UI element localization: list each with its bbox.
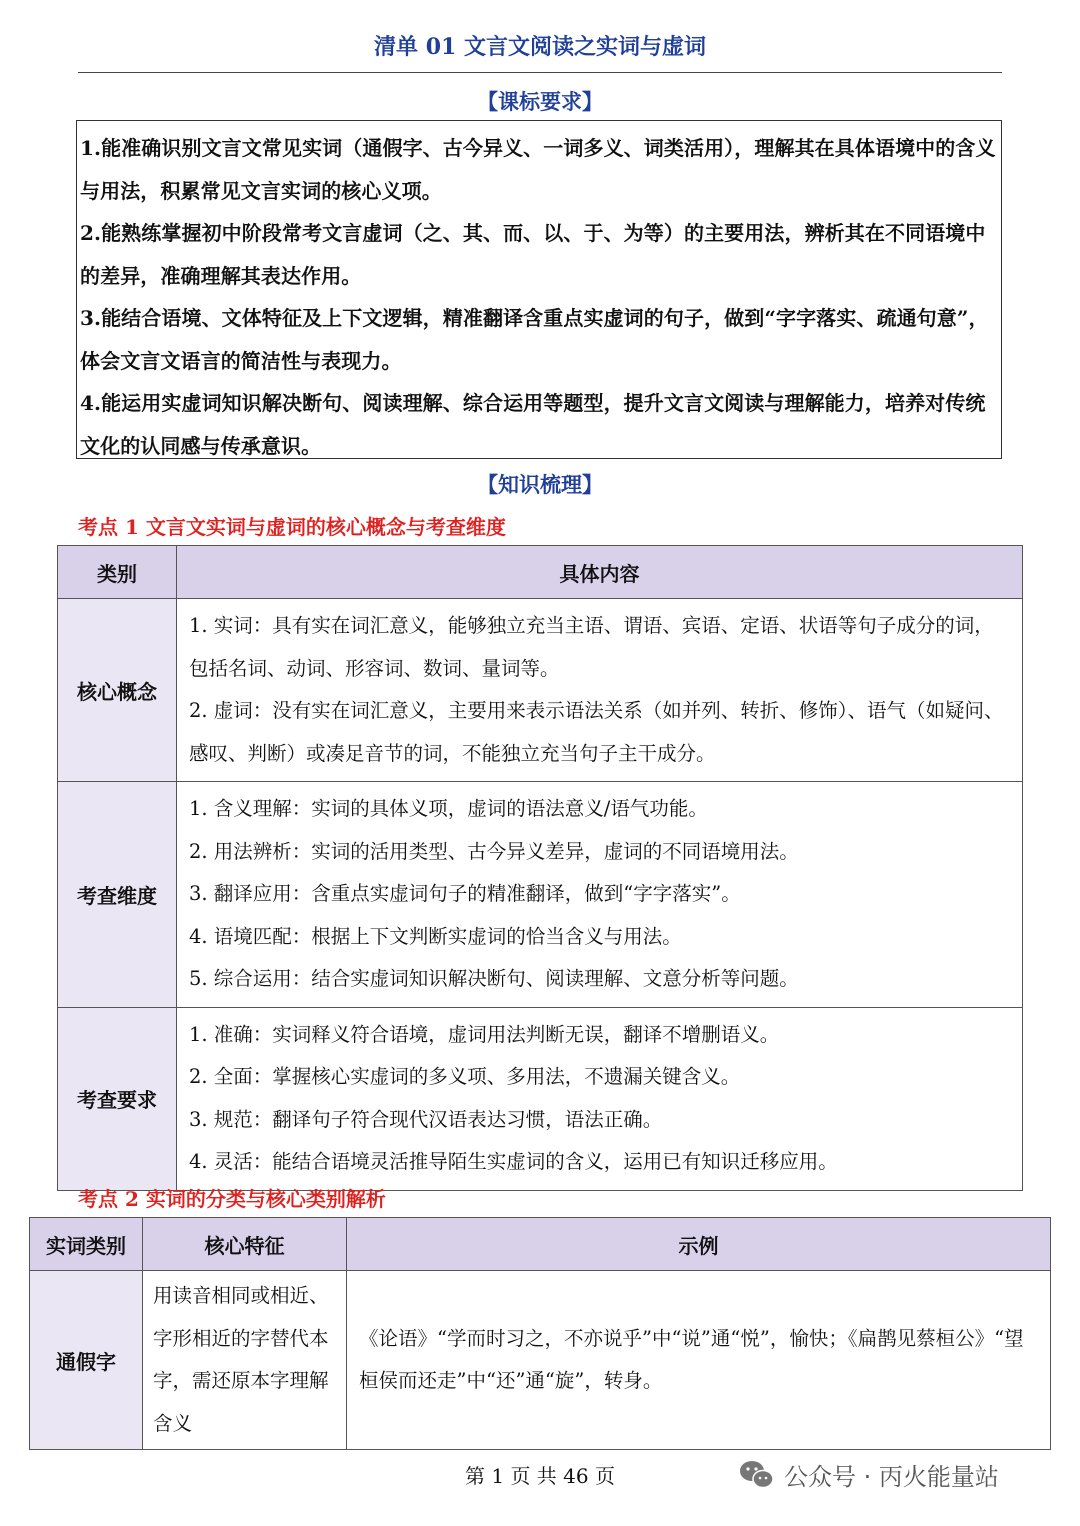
table-row xyxy=(58,1007,1023,1190)
point1-title: 考点 1 文言文实词与虚词的核心概念与考查维度 xyxy=(78,515,506,539)
requirement-item: 4.能运用实虚词知识解决断句、阅读理解、综合运用等题型，提升文言文阅读与理解能力，培养对传统文化的认同感与传承意识。 xyxy=(80,391,986,458)
row-content xyxy=(177,1007,1023,1190)
requirements-heading: 【课标要求】 xyxy=(477,89,603,114)
content-line: 1. 准确：实词释义符合语境，虚词用法判断无误，翻译不增删语义。 xyxy=(189,1022,780,1046)
requirement-item: 2.能熟练掌握初中阶段常考文言虚词（之、其、而、以、于、为等）的主要用法，辨析其在不同语境中的差异，准确理解其表达作用。 xyxy=(80,221,986,288)
knowledge-heading: 【知识梳理】 xyxy=(477,472,603,497)
row-category: 考查维度 xyxy=(58,782,177,1008)
content-line: 1. 实词：具有实在词汇意义，能够独立充当主语、谓语、宾语、定语、状语等句子成分的词，包括名词、动词、形容词、数词、量词等。 xyxy=(189,614,994,680)
content-line: 4. 灵活：能结合语境灵活推导陌生实虚词的含义，运用已有知识迁移应用。 xyxy=(189,1150,838,1173)
content-line: 3. 规范：翻译句子符合现代汉语表达习惯，语法正确。 xyxy=(189,1107,663,1131)
row-content xyxy=(177,782,1023,1008)
content-line: 2. 全面：掌握核心实虚词的多义项、多用法，不遗漏关键含义。 xyxy=(189,1065,741,1088)
row-category: 核心概念 xyxy=(58,599,177,782)
content-line: 2. 用法辨析：实词的活用类型、古今异义差异，虚词的不同语境用法。 xyxy=(189,839,799,863)
table-row xyxy=(58,782,1023,1008)
content-line: 5. 综合运用：结合实虚词知识解决断句、阅读理解、文意分析等问题。 xyxy=(189,967,799,990)
content-line: 2. 虚词：没有实在词汇意义，主要用来表示语法关系（如并列、转折、修饰）、语气（如疑问、感叹、判断）或凑足音节的词，不能独立充当句子主干成分。 xyxy=(189,699,1004,765)
requirement-item: 3.能结合语境、文体特征及上下文逻辑，精准翻译含重点实虚词的句子，做到“字字落实、疏通句意”，体会文言文语言的简洁性与表现力。 xyxy=(80,306,989,373)
title-divider xyxy=(78,72,1002,73)
page-title: 清单 01 文言文阅读之实词与虚词 xyxy=(374,34,706,60)
col-header-content: 具体内容 xyxy=(177,546,1023,599)
wechat-icon xyxy=(738,1459,776,1491)
requirement-item: 1.能准确识别文言文常见实词（通假字、古今异义、一词多义、词类活用），理解其在具体语境中的含义与用法，积累常见文言实词的核心义项。 xyxy=(80,136,996,203)
row-category: 考查要求 xyxy=(58,1007,177,1190)
watermark xyxy=(738,1457,999,1492)
row-category: 通假字 xyxy=(30,1271,143,1450)
page-number: 第 1 页 共 46 页 xyxy=(465,1464,615,1488)
content-line: 4. 语境匹配：根据上下文判断实虚词的恰当含义与用法。 xyxy=(189,924,682,948)
col-header-feature: 核心特征 xyxy=(143,1218,347,1271)
col-header-category: 类别 xyxy=(58,546,177,599)
requirements-box xyxy=(76,120,1002,459)
row-content xyxy=(177,599,1023,782)
point2-title: 考点 2 实词的分类与核心类别解析 xyxy=(78,1187,386,1211)
row-feature: 用读音相同或相近、字形相近的字替代本字，需还原本字理解含义 xyxy=(143,1271,347,1450)
table-row xyxy=(58,599,1023,782)
content-line: 3. 翻译应用：含重点实虚词句子的精准翻译，做到“字字落实”。 xyxy=(189,882,741,905)
col-header-word-type: 实词类别 xyxy=(30,1218,143,1271)
table-row xyxy=(30,1271,1051,1450)
col-header-example: 示例 xyxy=(347,1218,1051,1271)
row-example: 《论语》“学而时习之，不亦说乎”中“说”通“悦”，愉快；《扁鹊见蔡桓公》“望桓侯而还走”中“还”通“旋”，转身。 xyxy=(347,1271,1051,1450)
point1-table xyxy=(57,545,1023,1191)
content-line: 1. 含义理解：实词的具体义项，虚词的语法意义/语气功能。 xyxy=(189,797,708,820)
watermark-text: 公众号 · 丙火能量站 xyxy=(784,1463,999,1491)
point2-table xyxy=(29,1217,1051,1450)
